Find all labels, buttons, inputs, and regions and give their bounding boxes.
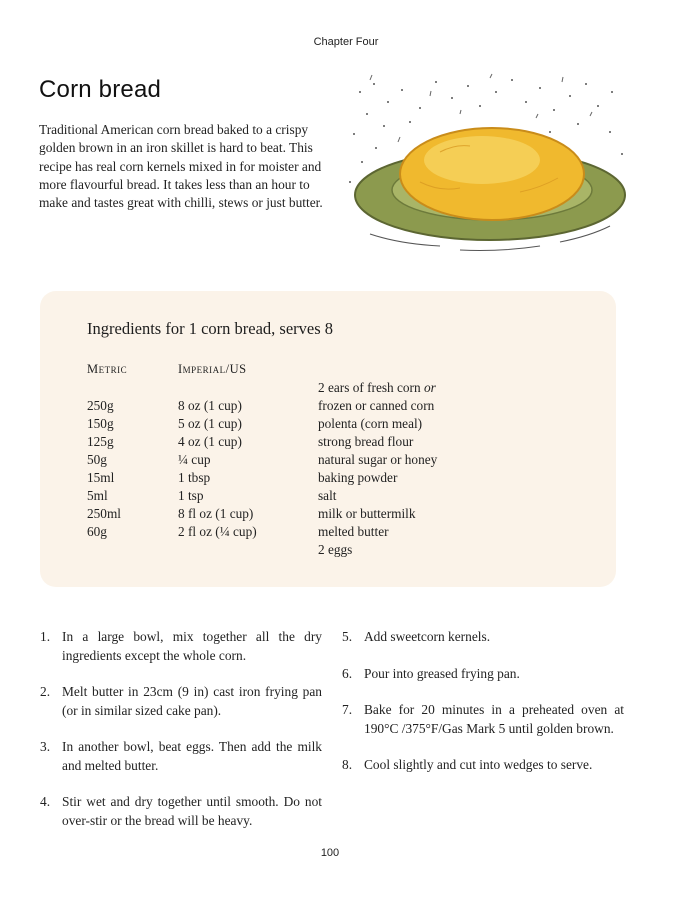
metric-value: 250g xyxy=(87,398,114,413)
page-number: 100 xyxy=(320,847,340,859)
ingredient-item: frozen or canned corn xyxy=(318,398,435,413)
step-number: 1. xyxy=(40,629,51,644)
metric-value: 150g xyxy=(87,416,114,431)
step-number: 2. xyxy=(40,684,51,699)
metric-value: 5ml xyxy=(87,488,108,503)
bread-highlight xyxy=(424,136,540,184)
ingredient-first-line: 2 ears of fresh corn xyxy=(318,380,421,395)
metric-value: 50g xyxy=(87,452,107,467)
ingredient-item: melted butter xyxy=(318,524,389,539)
ingredient-item xyxy=(318,379,437,397)
step-number: 5. xyxy=(342,629,353,644)
imperial-value: 1 tbsp xyxy=(178,470,211,485)
step-number: 4. xyxy=(40,794,51,809)
ingredient-item: baking powder xyxy=(318,470,398,485)
ingredient-or: or xyxy=(423,380,436,395)
step-number: 8. xyxy=(342,757,353,772)
ingredient-item: polenta (corn meal) xyxy=(318,416,423,431)
imperial-value: 5 oz (1 cup) xyxy=(178,416,242,431)
metric-column-header: Metric xyxy=(87,362,128,376)
recipe-intro: Traditional American corn bread baked to a crispy golden brown in an iron skillet is hard to beat. This recipe has real corn kernels mixed in for moister and more flavourful bread. It takes less than an hour to make and tastes great with chilli, stews or just butter. xyxy=(39,122,323,211)
step-text: In another bowl, beat eggs. Then add the milk and melted butter. xyxy=(62,739,322,773)
ingredient-item: natural sugar or honey xyxy=(318,452,438,467)
metric-value: 15ml xyxy=(87,470,115,485)
ingredient-item: salt xyxy=(318,488,337,503)
step-number: 3. xyxy=(40,739,51,754)
imperial-value: 1 tsp xyxy=(178,488,204,503)
step-text: Bake for 20 minutes in a preheated oven at 190°C /375°F/Gas Mark 5 until golden brown. xyxy=(364,702,624,736)
metric-value: 250ml xyxy=(87,506,121,521)
recipe-title: Corn bread xyxy=(39,76,162,103)
step-text: Pour into greased frying pan. xyxy=(364,666,520,681)
ingredient-item: strong bread flour xyxy=(318,434,414,449)
corn-bread-illustration xyxy=(340,62,632,262)
imperial-column-header: Imperial/US xyxy=(178,362,247,376)
imperial-value: 4 oz (1 cup) xyxy=(178,434,242,449)
step-text: Add sweetcorn kernels. xyxy=(364,629,491,644)
step-text: Melt butter in 23cm (9 in) cast iron frying pan (or in similar sized cake pan). xyxy=(62,684,322,718)
imperial-value: 8 fl oz (1 cup) xyxy=(178,506,254,521)
imperial-column xyxy=(178,397,257,541)
ingredient-item: 2 eggs xyxy=(318,542,353,557)
ingredient-items-column xyxy=(318,379,437,559)
step-text: In a large bowl, mix together all the dry ingredients except the whole corn. xyxy=(62,629,322,663)
imperial-value: ¼ cup xyxy=(178,452,211,467)
imperial-value: 2 fl oz (¼ cup) xyxy=(178,524,257,539)
metric-value: 60g xyxy=(87,524,107,539)
ingredient-item: milk or buttermilk xyxy=(318,506,416,521)
metric-value: 125g xyxy=(87,434,114,449)
metric-column xyxy=(87,397,121,541)
imperial-value: 8 oz (1 cup) xyxy=(178,398,242,413)
step-number: 6. xyxy=(342,666,353,681)
step-number: 7. xyxy=(342,702,353,717)
ingredients-heading: Ingredients for 1 corn bread, serves 8 xyxy=(87,319,334,338)
step-text: Cool slightly and cut into wedges to serve. xyxy=(364,757,593,772)
step-text: Stir wet and dry together until smooth. Do not over-stir or the bread will be heavy. xyxy=(62,794,322,828)
chapter-header: Chapter Four xyxy=(313,36,379,48)
